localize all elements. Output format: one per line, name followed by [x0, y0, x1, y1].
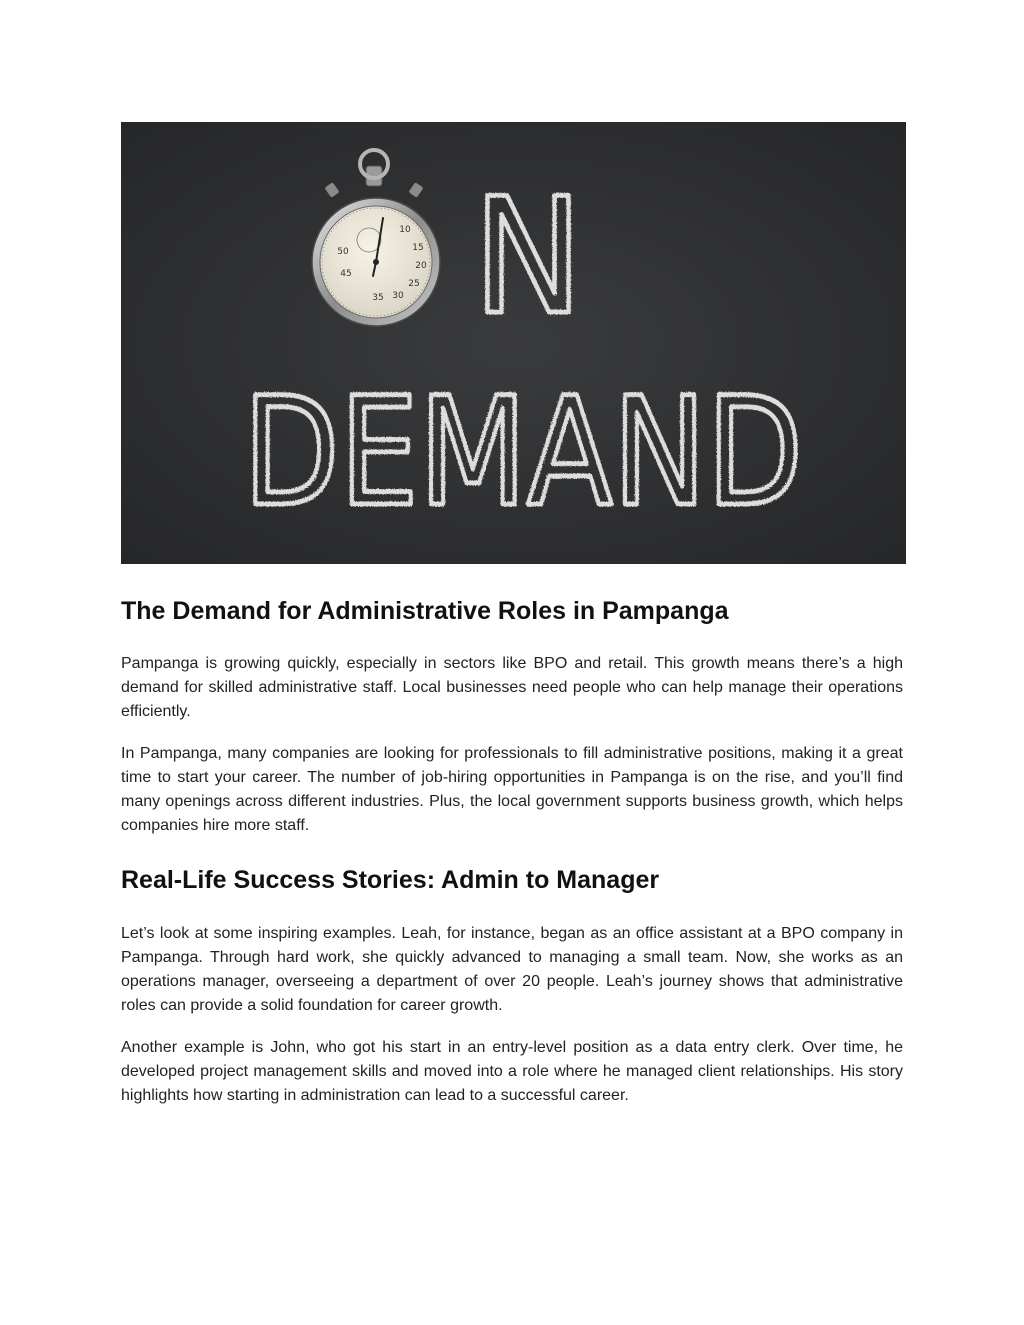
stopwatch-number: 35 — [372, 293, 384, 303]
document-page — [121, 122, 903, 1108]
stopwatch-number: 10 — [399, 225, 411, 235]
stopwatch-number: 50 — [337, 247, 349, 257]
stopwatch-number: 45 — [340, 269, 352, 279]
stopwatch-number: 25 — [408, 279, 420, 289]
section-heading: Real-Life Success Stories: Admin to Manager — [121, 866, 660, 894]
paragraph: Pampanga is growing quickly, especially in sectors like BPO and retail. This growth means there’s a high demand for skilled administrative staff. Local businesses need people who can help manage their operations efficiently. — [121, 655, 903, 720]
paragraph: Another example is John, who got his start in an entry-level position as a data entry clerk. Over time, he developed project management skills and moved into a role where he managed client relationships. His story highlights how starting in administration can lead to a successful career. — [121, 1039, 903, 1104]
chalk-letter-n: N — [473, 163, 583, 350]
paragraph: Let’s look at some inspiring examples. Leah, for instance, began as an office assistant at a BPO company in Pampanga. Through hard work, she quickly advanced to managing a small team. Now, she works as an operations manager, overseeing a department of over 20 people. Leah’s journey shows that administrative roles can provide a solid foundation for career growth. — [121, 925, 903, 1014]
paragraph: In Pampanga, many companies are looking for professionals to fill administrative positions, making it a great time to start your career. The number of job-hiring opportunities in Pampanga is on the rise, and you’ll find many openings across different industries. Plus, the local government supports business growth, which helps companies hire more staff. — [121, 745, 903, 834]
chalk-word-demand: DEMAND — [243, 366, 803, 540]
stopwatch-number: 30 — [392, 291, 404, 301]
stopwatch-number: 15 — [412, 243, 424, 253]
on-demand-chalkboard-image — [121, 122, 906, 564]
section-heading: The Demand for Administrative Roles in Pampanga — [121, 597, 729, 625]
stopwatch-number: 20 — [415, 261, 427, 271]
